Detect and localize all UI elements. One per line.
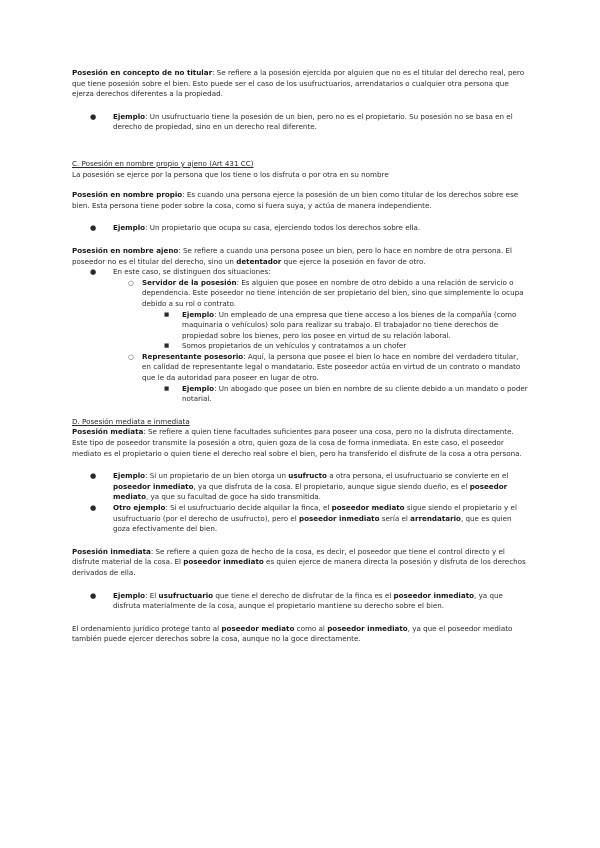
list-item: ● Ejemplo: Si un propietario de un bien otorga un usufructo a otra persona, el usufructuario se convierte en el poseedor inmediato, ya que disfruta de la cosa. El propietario, aunque sigue siendo dueño, es el poseedor mediato, ya que su facultad de goce ha sido transmitida. — [90, 471, 509, 502]
bullet-marker: ■ — [164, 343, 170, 350]
bullet-marker: ○ — [128, 352, 134, 361]
bullet-list — [72, 112, 528, 133]
paragraph-posesion-mediata: Posesión mediata: Se refiere a quien tiene facultades suficientes para poseer una cosa, pero no la disfruta directamente. Este tipo de poseedor transmite la posesión a otro, quien goza de la cosa de forma inmediata. En este caso, el poseedor mediato es el propietario o quien tiene el derecho real sobre el bien, pero ha transferido el disfrute de la cosa a otra persona. — [72, 427, 522, 458]
paragraph-nombre-ajeno: Posesión en nombre ajeno: Se refiere a cuando una persona posee un bien, pero lo hace en nombre de otra persona. El poseedor no es el titular del derecho, sino un detentador que ejerce la posesión en favor de otro. — [72, 245, 512, 266]
bullet-marker: ● — [90, 223, 97, 233]
paragraph-closing: El ordenamiento jurídico protege tanto al poseedor mediato como al poseedor inmediato, ya que el poseedor mediato también puede ejercer derechos sobre la cosa, aunque no la goce directamente. — [72, 623, 513, 644]
list-item: ● Ejemplo: El usufructuario que tiene el derecho de disfrutar de la finca es el poseedor inmediato, ya que disfruta materialmente de la cosa, aunque el propietario mantiene su derecho sobre el bien. — [90, 590, 503, 611]
bullet-marker: ■ — [164, 385, 170, 392]
section-heading-c: C. Posesión en nombre propio y ajeno (Art 431 CC) — [72, 158, 254, 168]
bullet-marker: ● — [90, 111, 97, 121]
paragraph-posesion-inmediata: Posesión inmediata: Se refiere a quien goza de hecho de la cosa, es decir, el poseedor que tiene el control directo y el disfrute material de la cosa. El poseedor inmediato es quien ejerce de manera directa la posesión y disfruta de los derechos derivados de ella. — [72, 546, 526, 577]
bullet-marker: ○ — [128, 278, 134, 287]
list-item: ● En este caso, se distinguen dos situaciones: — [90, 267, 271, 277]
bullet-marker: ● — [90, 471, 97, 481]
list-item: ● Otro ejemplo: Si el usufructuario decide alquilar la finca, el poseedor mediato sigue siendo el propietario y el usufructuario (por el derecho de usufructo), pero el poseedor inmediato sería el arrendatario, que es quien goza efectivamente del bien. — [90, 503, 517, 534]
section-heading-d: D. Posesión mediata e inmediata — [72, 416, 190, 426]
paragraph-posesion-no-titular: Posesión en concepto de no titular: Se refiere a la posesión ejercida por alguien que no es el titular del derecho real, pero que tiene posesión sobre el bien. Esto puede ser el caso de los usufructuarios, arrendatarios o cualquier otra persona que ejerza derechos diferentes a la propiedad. — [72, 68, 525, 99]
section-c-intro: La posesión se ejerce por la persona que los tiene o los disfruta o por otra en su nombre — [72, 169, 389, 179]
list-item: ■ Somos propietarios de un vehículos y contratamos a un chofer — [164, 341, 407, 351]
bullet-marker: ● — [90, 590, 97, 600]
bullet-list — [72, 471, 528, 535]
list-item: ● Ejemplo: Un usufructuario tiene la posesión de un bien, pero no es el propietario. Su posesión no se basa en el derecho de propiedad, sino en un derecho real diferente. — [90, 111, 513, 132]
paragraph-nombre-propio: Posesión en nombre propio: Es cuando una persona ejerce la posesión de un bien como titular de los derechos sobre ese bien. Esta persona tiene poder sobre la cosa, como si fuera suya, y actúa de manera independiente. — [72, 190, 519, 210]
bullet-list — [72, 267, 528, 405]
list-item: ■ Ejemplo: Un empleado de una empresa que tiene acceso a los bienes de la compañía (como maquinaria o vehículos) solo para realizar su trabajo. El trabajador no tiene derechos de propiedad sobre los bienes, pero los posee en virtud de su relación laboral. — [164, 309, 517, 340]
bullet-marker: ● — [90, 267, 97, 277]
bullet-marker: ● — [90, 503, 97, 512]
bullet-marker: ■ — [164, 311, 170, 318]
list-item: ● Ejemplo: Un propietario que ocupa su casa, ejerciendo todos los derechos sobre ella. — [90, 223, 421, 233]
bullet-list — [72, 223, 528, 234]
bullet-list — [72, 591, 528, 612]
list-item: ○ Servidor de la posesión: Es alguien que posee en nombre de otro debido a una relación de servicio o dependencia. Este poseedor no tiene intención de ser propietario del bien, sino que simplemente lo ocupa debido a su rol o contrato. — [128, 277, 524, 308]
list-item: ■ Ejemplo: Un abogado que posee un bien en nombre de su cliente debido a un mandato o poder notarial. — [164, 383, 528, 404]
list-item: ○ Representante posesorio: Aquí, la persona que posee el bien lo hace en nombre del verdadero titular, en calidad de representante legal o mandatario. Este poseedor actúa en virtud de un contrato o mandato que le da autoridad para poseer en lugar de otro. — [128, 351, 521, 383]
